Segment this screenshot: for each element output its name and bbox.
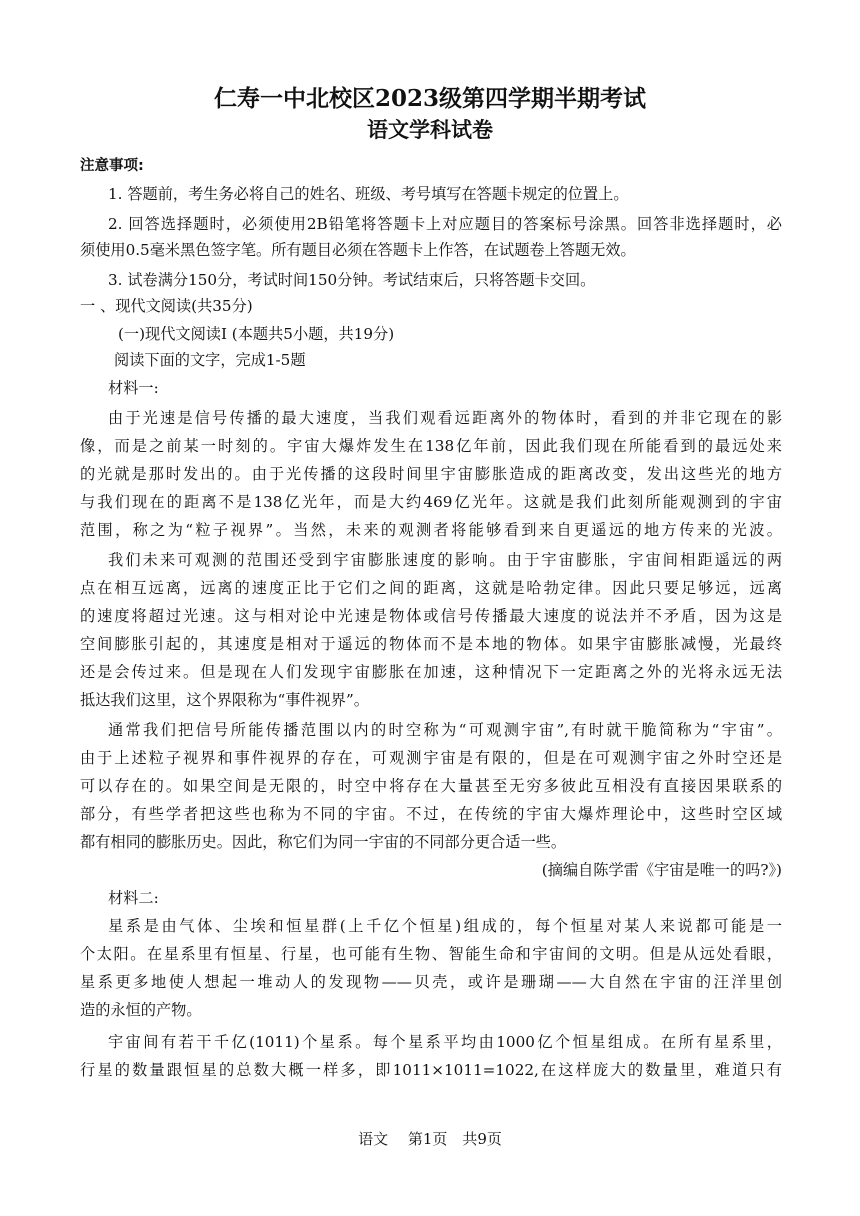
reading-instruction: 阅读下面的文字，完成1-5题	[114, 351, 306, 369]
material-1-label: 材料一:	[108, 379, 159, 397]
paragraph-line: 个太阳。在星系里有恒星、行星，也可能有生物、智能生命和宇宙间的文明。但是从远处看眼，	[80, 945, 782, 963]
paragraph-line: 行星的数量跟恒星的总数大概一样多，即1011×1011=1022,在这样庞大的数量里，难道只有	[80, 1061, 782, 1079]
paragraph-line: 我们未来可观测的范围还受到宇宙膨胀速度的影响。由于宇宙膨胀，宇宙间相距遥远的两	[108, 551, 782, 569]
paragraph-line: 的速度将超过光速。这与相对论中光速是物体或信号传播最大速度的说法并不矛盾，因为这是	[80, 607, 782, 625]
exam-title: 仁寿一中北校区2023级第四学期半期考试	[213, 85, 646, 112]
notice-item-2-cont: 须使用0.5毫米黑色签字笔。所有题目必须在答题卡上作答，在试题卷上答题无效。	[80, 241, 636, 259]
paragraph-line: 造的永恒的产物。	[80, 1001, 202, 1019]
section-heading: 一 、现代文阅读(共35分)	[80, 297, 253, 315]
paragraph-line: 点在相互远离，远离的速度正比于它们之间的距离，这就是哈勃定律。因此只要足够远，远离	[80, 579, 782, 597]
paragraph-line: 抵达我们这里，这个界限称为“事件视界”。	[80, 691, 369, 709]
paragraph-line: 宇宙间有若干千亿(1011)个星系。每个星系平均由1000亿个恒星组成。在所有星系里，	[108, 1033, 782, 1051]
paragraph-line: 像，而是之前某一时刻的。宇宙大爆炸发生在138亿年前，因此我们现在所能看到的最远处来	[80, 437, 782, 455]
paragraph-line: 空间膨胀引起的，其速度是相对于遥远的物体而不是本地的物体。如果宇宙膨胀减慢，光最终	[80, 635, 782, 653]
page-footer: 语文 第1页 共9页	[358, 1130, 502, 1148]
paragraph-line: 与我们现在的距离不是138亿光年，而是大约469亿光年。这就是我们此刻所能观测到的宇宙	[80, 493, 782, 511]
paragraph-line: 还是会传过来。但是现在人们发现宇宙膨胀在加速，这种情况下一定距离之外的光将永远无法	[80, 663, 782, 681]
exam-subtitle: 语文学科试卷	[367, 117, 493, 142]
subsection-heading: (一)现代文阅读Ⅰ (本题共5小题，共19分)	[118, 325, 395, 343]
notice-item-3: 3. 试卷满分150分，考试时间150分钟。考试结束后，只将答题卡交回。	[108, 271, 596, 289]
material-2-label: 材料二:	[108, 889, 159, 907]
paragraph-line: 由于上述粒子视界和事件视界的存在，可观测宇宙是有限的，但是在可观测宇宙之外时空还是	[80, 749, 782, 767]
paragraph-line: 范围，称之为“粒子视界”。当然，未来的观测者将能够看到来自更遥远的地方传来的光波。	[80, 521, 782, 539]
paragraph-line: 通常我们把信号所能传播范围以内的时空称为“可观测宇宙”,有时就干脆简称为“宇宙”。	[108, 721, 782, 739]
paragraph-line: 可以存在的。如果空间是无限的，时空中将存在大量甚至无穷多彼此互相没有直接因果联系的	[80, 777, 782, 795]
paragraph-line: 星系更多地使人想起一堆动人的发现物——贝壳，或许是珊瑚——大自然在宇宙的汪洋里创	[80, 973, 782, 991]
notice-item-2: 2. 回答选择题时，必须使用2B铅笔将答题卡上对应题目的答案标号涂黑。回答非选择题时，必	[108, 215, 782, 233]
notice-heading: 注意事项:	[80, 158, 144, 174]
notice-item-1: 1. 答题前，考生务必将自己的姓名、班级、考号填写在答题卡规定的位置上。	[108, 185, 629, 203]
paragraph-line: 星系是由气体、尘埃和恒星群(上千亿个恒星)组成的，每个恒星对某人来说都可能是一	[108, 917, 782, 935]
paragraph-line: 部分，有些学者把这些也称为不同的宇宙。不过，在传统的宇宙大爆炸理论中，这些时空区域	[80, 805, 782, 823]
paragraph-line: 都有相同的膨胀历史。因此，称它们为同一宇宙的不同部分更合适一些。	[80, 833, 566, 851]
paragraph-line: 由于光速是信号传播的最大速度，当我们观看远距离外的物体时，看到的并非它现在的影	[108, 409, 782, 427]
material-1-source: (摘编自陈学雷《宇宙是唯一的吗?》)	[541, 861, 782, 879]
paragraph-line: 的光就是那时发出的。由于光传播的这段时间里宇宙膨胀造成的距离改变，发出这些光的地方	[80, 465, 782, 483]
